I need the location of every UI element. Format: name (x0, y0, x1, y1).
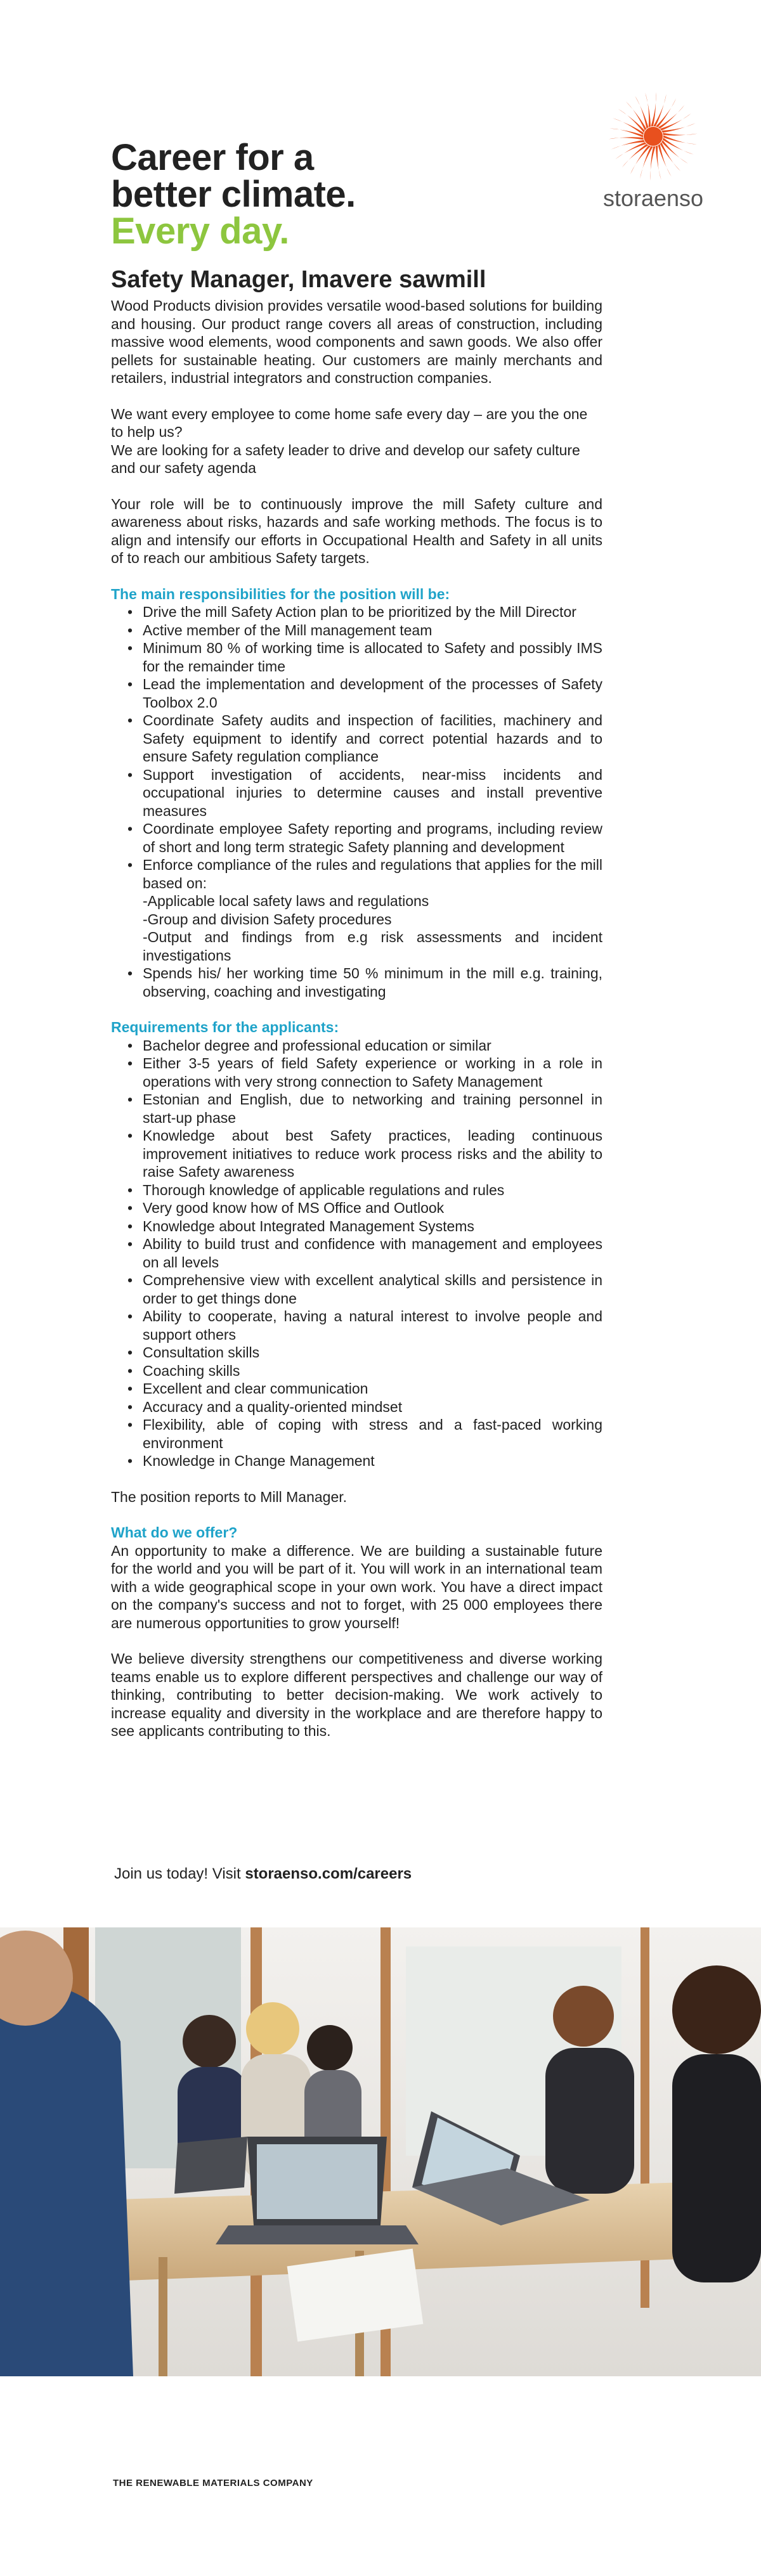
sun-ray (609, 137, 644, 139)
list-item: • Comprehensive view with excellent analytical skills and persistence in order to get things done (143, 1271, 602, 1307)
careers-link[interactable]: storaenso.com/careers (245, 1865, 412, 1882)
list-item: • Coaching skills (143, 1362, 602, 1380)
list-item-enforce (143, 856, 602, 964)
storaenso-logo (593, 89, 713, 212)
join-us-line (114, 1865, 412, 1883)
list-item: • Consultation skills (143, 1343, 602, 1362)
list-item: • Ability to cooperate, having a natural interest to involve people and support others (143, 1307, 602, 1343)
sun-ray (650, 146, 655, 181)
job-posting (111, 265, 602, 1740)
list-item: • Thorough knowledge of applicable regulations and rules (143, 1181, 602, 1200)
hero-line-2: better climate. (111, 174, 356, 215)
safety-question: We want every employee to come home safe every day – are you the one to help us? (111, 405, 588, 440)
list-item: • Accuracy and a quality-oriented mindset (143, 1398, 602, 1416)
hero-line-1: Career for a (111, 137, 314, 178)
sun-ray (663, 133, 698, 135)
sun-ray (615, 142, 646, 159)
list-item: • Bachelor degree and professional education or similar (143, 1037, 602, 1055)
responsibilities-list (111, 603, 602, 1000)
list-item: • Minimum 80 % of working time is allocated to Safety and possibly IMS for the remainder time (143, 639, 602, 675)
list-item: • Knowledge in Change Management (143, 1452, 602, 1470)
enforce-sub-2: -Group and division Safety procedures (143, 910, 392, 928)
looking-for: We are looking for a safety leader to drive and develop our safety culture and our safety agenda (111, 441, 580, 476)
intro-paragraph: Wood Products division provides versatile wood-based solutions for building and housing. Our product range covers all areas of construction, including massive wood elements, wood components and sawn goods. We also offer pellets for sustainable heating. Our customers are mainly merchants and retailers, industrial integrators and construction companies. (111, 297, 602, 386)
job-title: Safety Manager, Imavere sawmill (111, 266, 486, 293)
hero-line-3: Every day. (111, 210, 289, 252)
enforce-sub-3: -Output and findings from e.g risk assessments and incident investigations (143, 929, 602, 964)
list-item: • Drive the mill Safety Action plan to be prioritized by the Mill Director (143, 603, 602, 621)
reports-to: The position reports to Mill Manager. (111, 1488, 348, 1505)
list-item: • Spends his/ her working time 50 % minimum in the mill e.g. training, observing, coaching and investigating (143, 964, 602, 1000)
sun-ray (651, 92, 656, 126)
list-item: • Estonian and English, due to networking and training personnel in start-up phase (143, 1091, 602, 1127)
list-item: • Active member of the Mill management team (143, 621, 602, 640)
join-text: Join us today! Visit (114, 1865, 245, 1882)
list-item: • Excellent and clear communication (143, 1380, 602, 1398)
list-item: • Knowledge about Integrated Management Systems (143, 1217, 602, 1236)
hero-headline (111, 139, 466, 250)
requirements-list (111, 1037, 602, 1470)
list-item: • Knowledge about best Safety practices, leading continuous improvement initiatives to reduce work process risks and the ability to raise Safety awareness (143, 1127, 602, 1181)
sun-ray (660, 113, 691, 131)
offer-paragraph-2: We believe diversity strengthens our competitiveness and diverse working teams enable us to explore different perspectives and challenge our way of thinking, contributing to better decision-making. We work actively to increase equality and diversity in the workplace and are therefore happy to see applicants contributing to this. (111, 1650, 602, 1739)
role-paragraph: Your role will be to continuously improve the mill Safety culture and awareness about risks, hazards and safe working methods. The focus is to align and intensify our efforts in Occupational Health and Safety in all units of to reach our ambitious Safety targets. (111, 495, 602, 566)
list-item: • Coordinate Safety audits and inspection of facilities, machinery and Safety equipment to identify and correct potential hazards and to ensure Safety regulation compliance (143, 711, 602, 766)
enforce-text: Enforce compliance of the rules and regulations that applies for the mill based on: (143, 857, 602, 891)
team-meeting-photo (0, 1927, 761, 2376)
sun-logo-icon (606, 89, 701, 184)
logo-wordmark: storaenso (602, 185, 704, 211)
list-item: • Coordinate employee Safety reporting and programs, including review of short and long term strategic Safety planning and development (143, 820, 602, 856)
enforce-sub-1: -Applicable local safety laws and regulations (143, 893, 429, 909)
responsibilities-heading: The main responsibilities for the position will be: (111, 585, 450, 602)
list-item: • Very good know how of MS Office and Outlook (143, 1199, 602, 1217)
offer-paragraph-1: An opportunity to make a difference. We are building a sustainable future for the world and you will be part of it. You will work in an international team with a wide geographical scope in your own work. You have a direct impact on the company's success and not to forget, with 25 000 employees there are numerous opportunities to grow yourself! (111, 1542, 602, 1631)
list-item: • Flexibility, able of coping with stress and a fast-paced working environment (143, 1416, 602, 1452)
list-item: • Support investigation of accidents, near-miss incidents and occupational injuries to determine causes and install preventive measures (143, 766, 602, 820)
offer-heading: What do we offer? (111, 1524, 238, 1541)
list-item: • Either 3-5 years of field Safety experience or working in a role in operations with very strong connection to Safety Management (143, 1054, 602, 1091)
sun-ray (660, 142, 680, 171)
requirements-heading: Requirements for the applicants: (111, 1019, 339, 1035)
sun-ray (626, 101, 646, 131)
sun-center (644, 127, 663, 146)
list-item: • Lead the implementation and development of the processes of Safety Toolbox 2.0 (143, 675, 602, 711)
footer-tagline: THE RENEWABLE MATERIALS COMPANY (113, 2478, 313, 2489)
list-item: • Ability to build trust and confidence with management and employees on all levels (143, 1235, 602, 1271)
